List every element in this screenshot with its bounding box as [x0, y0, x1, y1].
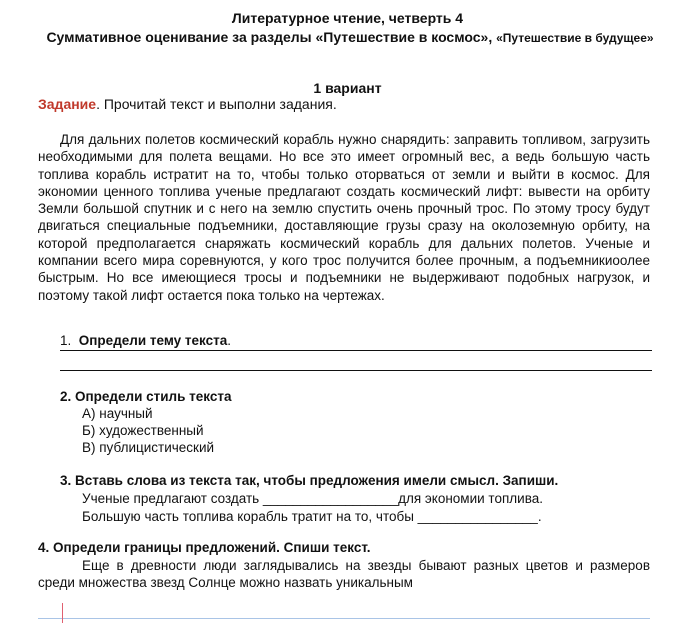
question-4-text: Еще в древности люди заглядывались на звезды бывают разных цветов и размеров среди множества звезд Солнце можно назвать уникальным [38, 558, 650, 590]
document-subtitle [40, 28, 660, 47]
task-text: . Прочитай текст и выполни задания. [96, 96, 337, 112]
question-2-title: 2. Определи стиль текста [60, 389, 232, 404]
question-3 [60, 472, 558, 526]
option-c: В) публицистический [82, 440, 215, 455]
question-3-line-2: Большую часть топлива корабль тратит на то, чтобы ________________. [82, 509, 542, 524]
task-label: Задание [38, 96, 97, 112]
variant-label: 1 вариант [313, 80, 382, 96]
cursor-mark [62, 603, 63, 623]
option-a: А) научный [82, 406, 153, 421]
reading-passage: Для дальних полетов космический корабль нужно снарядить: заправить топливом, загрузить необходимыми для полета вещами. Но все это имеет огромный вес, а ведь большую часть топлива корабль истратит на то, чтобы только оторваться от земли и выйти в космос. Для экономии ценного топлива ученые предлагают создать космический лифт: вывести на орбиту Земли большой спутник и с него на землю спустить очень прочный трос. По этому тросу будут двигаться специальные подъемники, доставляющие грузы сразу на околоземную орбиту, на которой предполагается снаряжать космический корабль для дальних полетов. Ученые и компании всего мира соревнуются, у кого трос получится более прочным, а подъемникиоолее быстрым. Но все имеющиеся тросы и подъемники не выдерживают подобных нагрузок, и поэтому такой лифт остается пока только на чертежах. [38, 132, 650, 303]
question-2 [60, 388, 232, 456]
question-1 [60, 333, 231, 348]
page-divider [38, 618, 650, 619]
question-3-line-1: Ученые предлагают создать __________________для экономии топлива. [82, 491, 543, 506]
question-1-text: Определи тему текста [78, 333, 228, 348]
question-1-number: 1. [60, 333, 72, 348]
document-title: Литературное чтение, четверть 4 [231, 10, 464, 26]
task-instruction [38, 96, 337, 112]
question-4-title: 4. Определи границы предложений. Спиши текст. [38, 540, 371, 555]
answer-line-1[interactable] [60, 350, 652, 351]
question-3-title: 3. Вставь слова из текста так, чтобы предложения имели смысл. Запиши. [60, 473, 559, 488]
question-1-dot: . [227, 333, 231, 348]
subtitle-small: «Путешествие в будущее» [496, 31, 654, 45]
answer-line-2[interactable] [60, 370, 652, 371]
option-b: Б) художественный [82, 423, 204, 438]
subtitle-main: Суммативное оценивание за разделы «Путешествие в космос», [46, 29, 497, 45]
